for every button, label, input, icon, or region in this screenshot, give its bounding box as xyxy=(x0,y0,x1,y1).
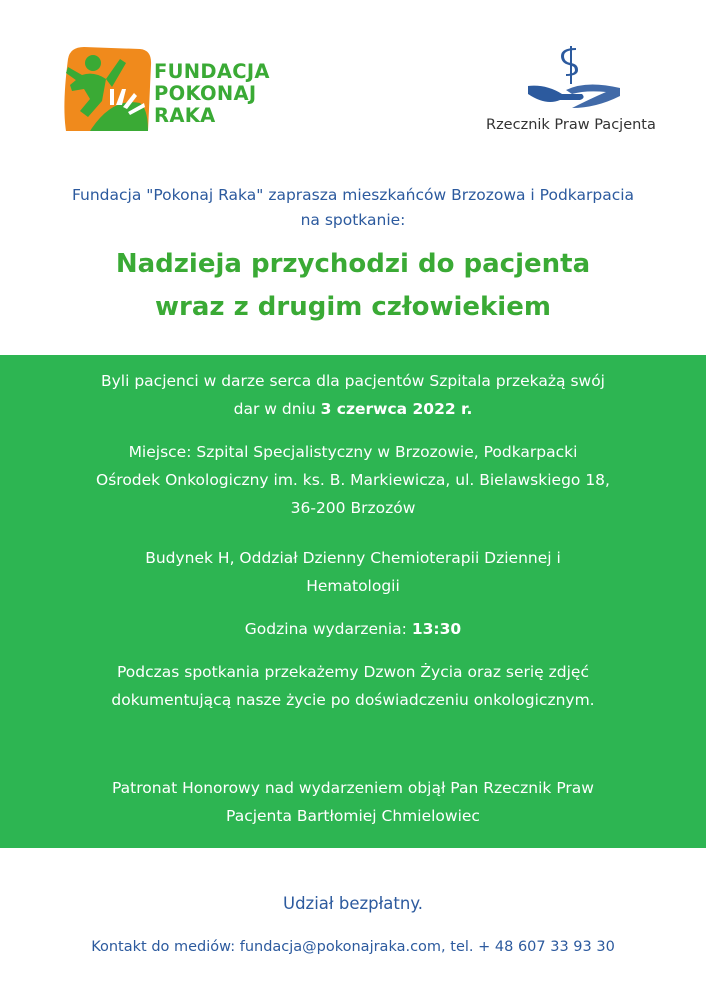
fundacja-logo-icon xyxy=(60,45,152,133)
gift-line-1: Byli pacjenci w darze serca dla pacjentów Szpitala przekażą swój xyxy=(100,372,605,390)
rzecznik-logo-text: Rzecznik Praw Pacjenta xyxy=(486,117,656,133)
patronage-line-2: Pacjenta Bartłomiej Chmielowiec xyxy=(226,807,480,825)
building-line-2: Hematologii xyxy=(306,577,400,595)
media-contact: Kontakt do mediów: fundacja@pokonajraka.com, tel. + 48 607 33 93 30 xyxy=(91,939,615,955)
fundacja-logo-text xyxy=(154,61,270,127)
program-paragraph xyxy=(30,658,676,714)
gift-paragraph xyxy=(30,367,676,423)
location-line-1: Miejsce: Szpital Specjalistyczny w Brzozowie, Podkarpacki xyxy=(128,443,578,461)
time-paragraph xyxy=(30,615,676,643)
program-line-1: Podczas spotkania przekażemy Dzwon Życia oraz serię zdjęć xyxy=(116,663,589,681)
gift-line-2-prefix: dar w dniu xyxy=(233,400,321,418)
location-line-2: Ośrodek Onkologiczny im. ks. B. Markiewicza, ul. Bielawskiego 18, xyxy=(96,471,610,489)
patronage-line-1: Patronat Honorowy nad wydarzeniem objął Pan Rzecznik Praw xyxy=(112,779,594,797)
rzecznik-logo-icon xyxy=(526,44,622,110)
event-details-panel xyxy=(0,355,706,848)
invitation-line-1: Fundacja "Pokonaj Raka" zaprasza mieszkańców Brzozowa i Podkarpacia xyxy=(71,186,635,204)
logo-line-fundacja: FUNDACJA xyxy=(154,60,270,83)
logo-line-raka: RAKA xyxy=(154,104,216,127)
event-title-line-1: Nadzieja przychodzi do pacjenta xyxy=(115,249,591,279)
event-title xyxy=(0,243,706,329)
event-time: 13:30 xyxy=(411,620,462,638)
invitation-line-2: na spotkanie: xyxy=(300,211,406,229)
header xyxy=(0,0,706,175)
rzecznik-praw-pacjenta-logo xyxy=(484,44,664,144)
program-line-2: dokumentującą nasze życie po doświadczeniu onkologicznym. xyxy=(111,691,595,709)
fundacja-pokonaj-raka-logo xyxy=(60,45,280,140)
building-paragraph xyxy=(30,544,676,600)
patronage-paragraph xyxy=(30,774,676,830)
location-line-3: 36-200 Brzozów xyxy=(290,499,416,517)
free-admission-note: Udział bezpłatny. xyxy=(283,894,423,913)
event-title-line-2: wraz z drugim człowiekiem xyxy=(155,292,551,322)
invitation-text xyxy=(0,183,706,233)
event-date: 3 czerwca 2022 r. xyxy=(320,400,473,418)
time-label: Godzina wydarzenia: xyxy=(244,620,412,638)
logo-line-pokonaj: POKONAJ xyxy=(154,82,257,105)
building-line-1: Budynek H, Oddział Dzienny Chemioterapii Dziennej i xyxy=(145,549,561,567)
location-paragraph xyxy=(30,438,676,522)
